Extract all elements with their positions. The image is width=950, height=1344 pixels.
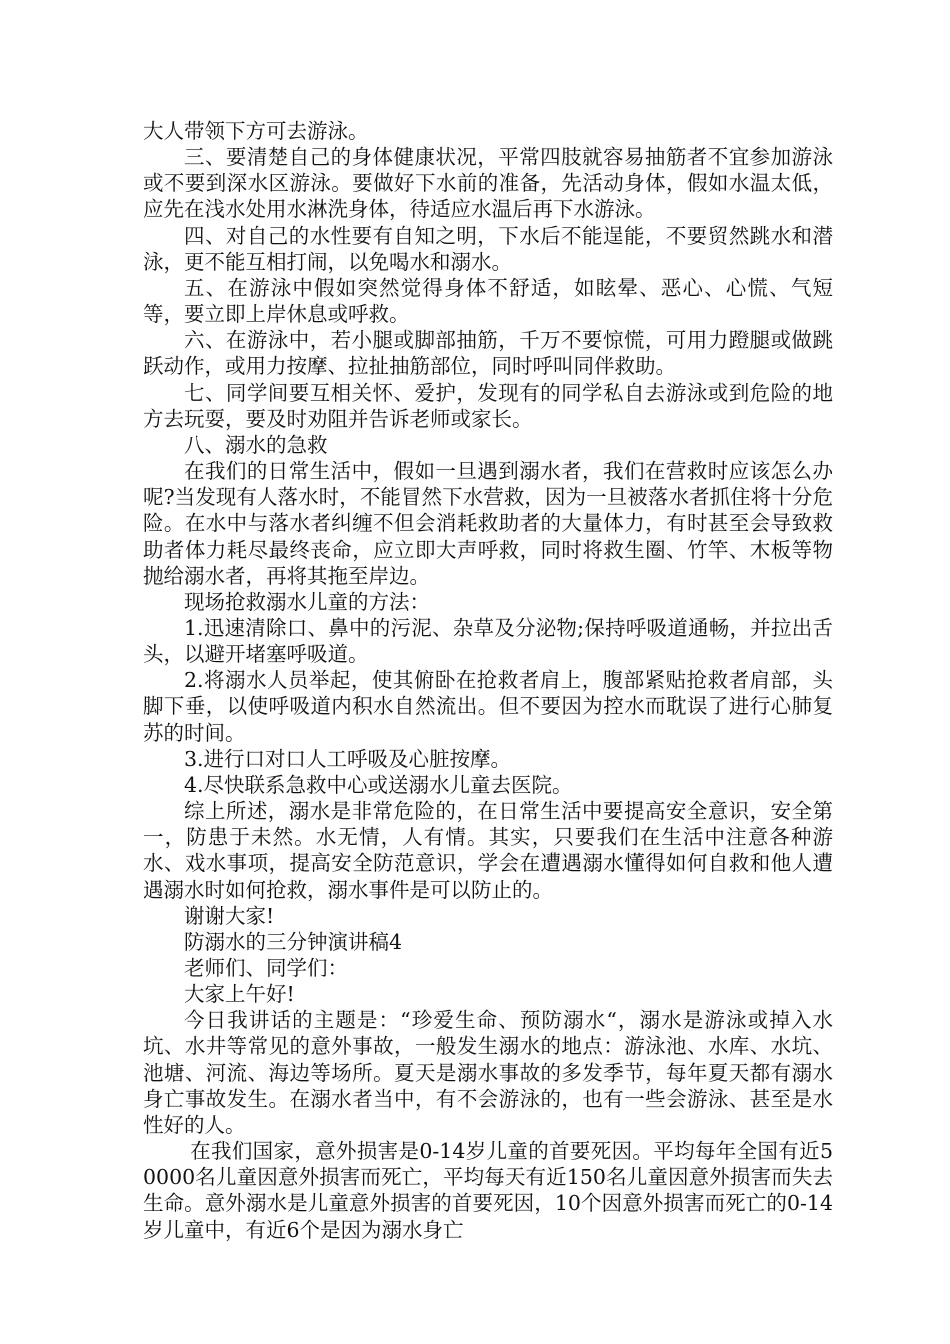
paragraph: 在我们国家，意外损害是0-14岁儿童的首要死因。平均每年全国有近50000名儿童因意外损害而死亡，平均每天有近150名儿童因意外损害而失去生命。意外溺水是儿童意外损害的首要死因，10个因意外损害而死亡的0-14岁儿童中，有近6个是因为溺水身亡 [143,1139,833,1242]
paragraph: 四、对自己的水性要有自知之明，下水后不能逞能，不要贸然跳水和潜泳，更不能互相打闹，以免喝水和溺水。 [143,223,833,274]
paragraph: 三、要清楚自己的身体健康状况，平常四肢就容易抽筋者不宜参加游泳或不要到深水区游泳。要做好下水前的准备，先活动身体，假如水温太低，应先在浅水处用水淋洗身体，待适应水温后再下水游泳。 [143,145,833,222]
paragraph: 今日我讲话的主题是：“珍爱生命、预防溺水“，溺水是游泳或掉入水坑、水井等常见的意外事故，一般发生溺水的地点：游泳池、水库、水坑、池塘、河流、海边等场所。夏天是溺水事故的多发季节，每年夏天都有溺水身亡事故发生。在溺水者当中，有不会游泳的，也有一些会游泳、甚至是水性好的人。 [143,1008,833,1137]
paragraph: 大家上午好! [184,982,295,1007]
paragraph: 八、溺水的急救 [184,432,328,457]
paragraph: 现场抢救溺水儿童的方法： [184,589,430,614]
document-body [143,118,833,1243]
paragraph: 防溺水的三分钟演讲稿4 [184,929,403,954]
paragraph: 老师们、同学们： [184,956,348,980]
paragraph: 1.迅速清除口、鼻中的污泥、杂草及分泌物;保持呼吸道通畅，并拉出舌头，以避开堵塞呼吸道。 [143,615,833,667]
paragraph: 六、在游泳中，若小腿或脚部抽筋，千万不要惊慌，可用力蹬腿或做跳跃动作，或用力按摩、拉扯抽筋部位，同时呼叫同伴救助。 [143,328,833,379]
paragraph: 2.将溺水人员举起，使其俯卧在抢救者肩上，腹部紧贴抢救者肩部，头脚下垂，以使呼吸道内积水自然流出。但不要因为控水而耽误了进行心肺复苏的时间。 [143,668,833,745]
paragraph: 七、同学间要互相关怀、爱护，发现有的同学私自去游泳或到危险的地方去玩耍，要及时劝阻并告诉老师或家长。 [143,380,833,431]
paragraph: 五、在游泳中假如突然觉得身体不舒适，如眩晕、恶心、心慌、气短等，要立即上岸休息或呼救。 [143,275,833,327]
paragraph: 大人带领下方可去游泳。 [143,119,369,143]
paragraph: 谢谢大家! [184,903,275,928]
paragraph: 3.进行口对口人工呼吸及心脏按摩。 [184,746,512,771]
paragraph: 在我们的日常生活中，假如一旦遇到溺水者，我们在营救时应该怎么办呢?当发现有人落水时，不能冒然下水营救，因为一旦被落水者抓住将十分危险。在水中与落水者纠缠不但会消耗救助者的大量体力，有时甚至会导致救助者体力耗尽最终丧命，应立即大声呼救，同时将救生圈、竹竿、木板等物抛给溺水者，再将其拖至岸边。 [143,459,833,588]
paragraph: 综上所述，溺水是非常危险的，在日常生活中要提高安全意识，安全第一，防患于未然。水无情，人有情。其实，只要我们在生活中注意各种游水、戏水事项，提高安全防范意识，学会在遭遇溺水懂得如何自救和他人遭遇溺水时如何抢救，溺水事件是可以防止的。 [143,799,833,902]
paragraph: 4.尽快联系急救中心或送溺水儿童去医院。 [184,772,573,797]
